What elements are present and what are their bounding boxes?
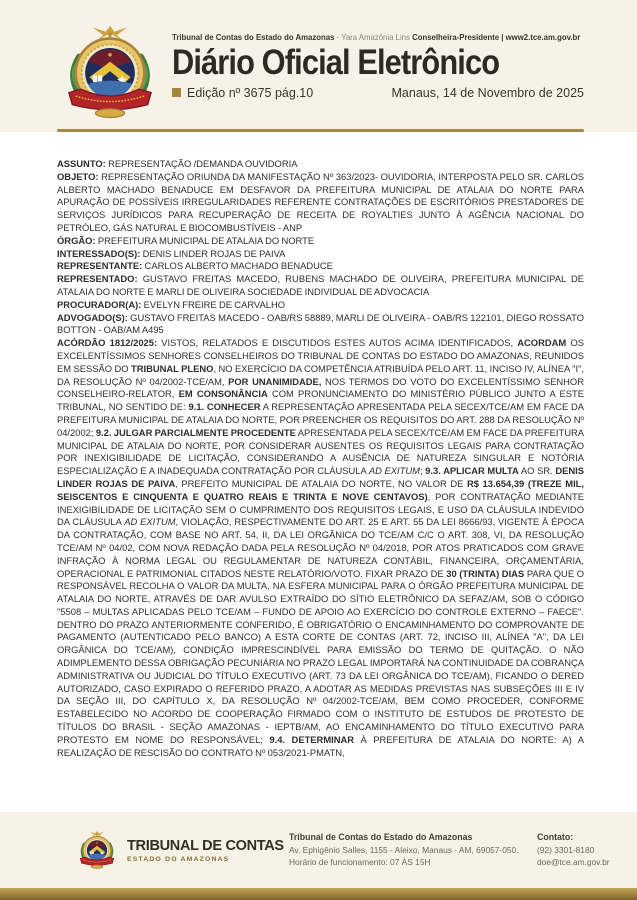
- doc-paragraph: INTERESSADO(S): DENIS LINDER ROJAS DE PAIVA: [57, 247, 286, 259]
- edition-row: [172, 86, 584, 100]
- footer-coat-of-arms-icon: [76, 827, 118, 873]
- masthead: [0, 0, 637, 132]
- masthead-text: [172, 24, 584, 132]
- footer-contact-column: [537, 831, 610, 869]
- edition-group: [172, 86, 313, 100]
- doc-paragraph: REPRESENTADO: GUSTAVO FREITAS MACEDO, RUBENS MACHADO DE OLIVEIRA, PREFEITURA MUNICIPAL DE ATALAIA DO NORTE E MARLI DE OLIVEIRA SOCIEDADE INDIVIDUAL DE ADVOCACIA: [57, 273, 584, 297]
- footer-phone: (92) 3301-8180: [537, 844, 595, 855]
- footer-org-name: Tribunal de Contas do Estado do Amazonas: [289, 832, 473, 843]
- masthead-org: Tribunal de Contas do Estado do Amazonas: [172, 32, 335, 42]
- footer-org-column: [289, 831, 525, 869]
- doc-paragraph: ÓRGÃO: PREFEITURA MUNICIPAL DE ATALAIA DO NORTE: [57, 234, 315, 246]
- footer-hours: Horário de funcionamento: 07 ÀS 15H: [289, 857, 431, 868]
- masthead-president: - Yara Amazônia Lins: [334, 32, 413, 42]
- doc-paragraph: ASSUNTO: REPRESENTAÇÃO /DEMANDA OUVIDORIA: [57, 158, 298, 169]
- doc-paragraph: ADVOGADO(S): GUSTAVO FREITAS MACEDO - OAB/RS 58889, MARLI DE OLIVEIRA - OAB/RS 122101, DIEGO ROSSATO BOTTON - OAB/AM A495: [57, 311, 584, 336]
- footer-brand-subtitle: ESTADO DO AMAZONAS: [127, 855, 230, 863]
- page-footer: [0, 812, 637, 888]
- bottom-gold-bar: [0, 888, 637, 900]
- doc-paragraph: ACÓRDÃO 1812/2025: VISTOS, RELATADOS E DISCUTIDOS ESTES AUTOS ACIMA IDENTIFICADOS, ACORDAM OS EXCELENTÍSSIMOS SENHORES CONSELHEIROS DO TRIBUNAL DE CONTAS DO ESTADO DO AMAZONAS, REUNIDOS EM SESSÃO DO TRIBUNAL PLENO, NO EXERCÍCIO DA COMPETÊNCIA ATRIBUÍDA PELO ART. 11, INCISO IV, ALÍNEA "I", DA RESOLUÇÃO Nº 04/2002-TCE/AM, POR UNANIMIDADE, NOS TERMOS DO VOTO DO EXCELENTÍSSIMO SENHOR CONSELHEIRO-RELATOR, EM CONSONÂNCIA COM PRONUNCIAMENTO DO MINISTÉRIO PÚBLICO JUNTO A ESTE TRIBUNAL, NO SENTIDO DE: 9.1. CONHECER A REPRESENTAÇÃO APRESENTADA PELA SECEX/TCE/AM EM FACE DA PREFEITURA MUNICIPAL DE ATALAIA DO NORTE, POR PREENCHER OS REQUISITOS DO ART. 288 DA RESOLUÇÃO Nº 04/2002; 9.2. JULGAR PARCIALMENTE PROCEDENTE APRESENTADA PELA SECEX/TCE/AM EM FACE DA PREFEITURA MUNICIPAL DE ATALAIA DO NORTE, POR CONSIDERAR AUSENTES OS REQUISITOS LEGAIS PARA CONTRATAÇÃO POR INEXIGIBILIDADE DE LICITAÇÃO, CONSIDERANDO A AUSÊNCIA DE NATUREZA SINGULAR E NOTÓRIA ESPECIALIZAÇÃO E A INADEQUADA CONTRATAÇÃO POR CLÁUSULA AD EXITUM; 9.3. APLICAR MULTA AO SR. DENIS LINDER ROJAS DE PAIVA, PREFEITO MUNICIPAL DE ATALAIA DO NORTE, NO VALOR DE R$ 13.654,39 (TREZE MIL, SEISCENTOS E CINQUENTA E QUATRO REAIS E TRINTA E NOVE CENTAVOS), POR CONTRATAÇÃO MEDIANTE INEXIGIBILIDADE DE LICITAÇÃO SEM O CUMPRIMENTO DOS REQUISITOS LEGAIS, E USO DA CLÁUSULA INDEVIDO DA CLÁUSULA AD EXITUM, VIOLAÇÃO, RESPECTIVAMENTE DO ART. 25 E ART. 55 DA LEI 8666/93, VIGENTE À ÉPOCA DA CONTRATAÇÃO, COM BASE NO ART. 54, II, DA LEI ORGÂNICA DO TCE/AM C/C O ART. 308, VI, DA RESOLUÇÃO TCE/AM Nº 04/02, COM NOVA REDAÇÃO DADA PELA RESOLUÇÃO Nº 04/2018, POR ATOS PRATICADOS COM GRAVE INFRAÇÃO À NORMA LEGAL OU REGULAMENTAR DE NATUREZA CONTÁBIL, FINANCEIRA, ORÇAMENTÁRIA, OPERACIONAL E PATRIMONIAL CITADOS NESTE RELATÓRIO/VOTO. FIXAR PRAZO DE 30 (TRINTA) DIAS PARA QUE O RESPONSÁVEL RECOLHA O VALOR DA MULTA, NA ESFERA MUNICIPAL PARA O ÓRGÃO PREFEITURA MUNICIPAL DE ATALAIA DO NORTE, ATRAVÉS DE DAR AVULSO EXTRAÍDO DO SÍTIO ELETRÔNICO DA SEFAZ/AM, SOB O CÓDIGO "5508 – MULTAS APLICADAS PELO TCE/AM – FUNDO DE APOIO AO EXERCÍCIO DO CONTROLE EXTERNO – FAECE". DENTRO DO PRAZO ANTERIORMENTE CONFERIDO, É OBRIGATÓRIO O ENCAMINHAMENTO DO COMPROVANTE DE PAGAMENTO (AUTENTICADO PELO BANCO) A ESTA CORTE DE CONTAS (ART. 72, INCISO III, ALÍNEA "A", DA LEI ORGÂNICA DO TCE/AM), CONDIÇÃO IMPRESCINDÍVEL PARA EMISSÃO DO TERMO DE QUITAÇÃO. O NÃO ADIMPLEMENTO DESSA OBRIGAÇÃO PECUNIÁRIA NO PRAZO LEGAL IMPORTARÁ NA CONTINUIDADE DA COBRANÇA ADMINISTRATIVA OU JUDICIAL DO TÍTULO EXECUTIVO (ART. 73 DA LEI ORGÂNICA DO TCE/AM), FICANDO O DERED AUTORIZADO, CASO EXPIRADO O REFERIDO PRAZO, A ADOTAR AS MEDIDAS PREVISTAS NAS SUBSEÇÕES III E IV DA SEÇÃO III, DO CAPÍTULO X, DA RESOLUÇÃO Nº 04/2002-TCE/AM, BEM COMO PROCEDER, CONFORME ESTABELECIDO NO ACORDO DE COOPERAÇÃO FIRMADO COM O INSTITUTO DE ESTUDOS DE PROTESTO DE TÍTULOS DO BRASIL - SEÇÃO AMAZONAS - IEPTB/AM, AO ENCAMINHAMENTO DO TÍTULO EXECUTIVO PARA PROTESTO EM NOME DO RESPONSÁVEL; 9.4. DETERMINAR À PREFEITURA DE ATALAIA DO NORTE: A) A REALIZAÇÃO DE RESCISÃO DO CONTRATO Nº 053/2021-PMATN,: [57, 337, 585, 758]
- tce-coat-of-arms-icon: [57, 24, 163, 120]
- edition-square-icon: [172, 88, 181, 97]
- footer-brand: [127, 837, 284, 863]
- masthead-topline: [172, 32, 581, 42]
- footer-email: doe@tce.am.gov.br: [537, 857, 610, 868]
- document-body: [57, 158, 584, 759]
- edition-label: Edição nº 3675 pág.10: [187, 85, 314, 100]
- doc-paragraph: OBJETO: REPRESENTAÇÃO ORIUNDA DA MANIFESTAÇÃO Nº 363/2023- OUVIDORIA, INTERPOSTA PELO SR. CARLOS ALBERTO MACHADO BENADUCE EM DESFAVOR DA PREFEITURA MUNICIPAL DE ATALAIA DO NORTE PARA APURAÇÃO DE POSSÍVEIS IRREGULARIDADES REFERENTE CONTRATAÇÕES DE ESCRITÓRIOS PRESTADORES DE SERVIÇOS JURÍDICOS PARA RECUPERAÇÃO DE RECEITA DE ROYALTIES JUNTO À AGÊNCIA NACIONAL DO PETRÓLEO, GÁS NATURAL E BIOCOMBUSTÍVEIS - ANP: [57, 170, 584, 233]
- doc-paragraph: PROCURADOR(A): EVELYN FREIRE DE CARVALHO: [57, 298, 286, 310]
- doc-paragraph: REPRESENTANTE: CARLOS ALBERTO MACHADO BENADUCE: [57, 260, 333, 272]
- page-title: Diário Oficial Eletrônico: [172, 43, 500, 82]
- header-divider: [57, 129, 584, 132]
- footer-address: Av. Ephigênio Salles, 1155 - Aleixo, Manaus - AM, 69057-050.: [289, 844, 519, 855]
- date-label: Manaus, 14 de Novembro de 2025: [391, 85, 584, 100]
- footer-contact-label: Contato:: [537, 832, 574, 843]
- masthead-site: Conselheira-Presidente | www2.tce.am.gov.br: [412, 32, 581, 42]
- footer-brand-title: TRIBUNAL DE CONTAS: [127, 837, 284, 854]
